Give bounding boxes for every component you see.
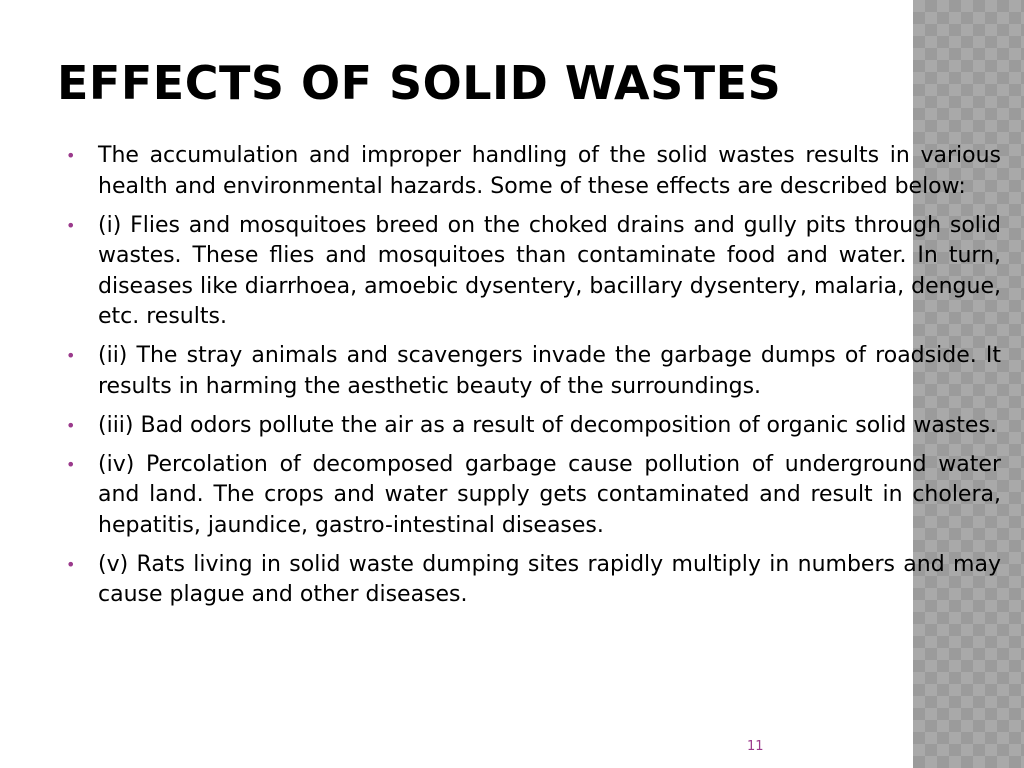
bullet-item: [66, 211, 1001, 333]
bullet-text: (ii) The stray animals and scavengers invade the garbage dumps of roadside. It results in harming the aesthetic beauty of the surroundings.: [98, 343, 1001, 399]
bullet-list: [66, 141, 1001, 619]
slide-title: EFFECTS OF SOLID WASTES: [57, 56, 782, 110]
bullet-text: (iii) Bad odors pollute the air as a result of decomposition of organic solid wastes.: [98, 412, 997, 438]
bullet-icon: •: [66, 415, 76, 435]
bullet-item: [66, 550, 1001, 611]
bullet-item: [66, 141, 1001, 202]
bullet-icon: •: [66, 215, 76, 235]
bullet-item: [66, 450, 1001, 542]
bullet-icon: •: [66, 346, 76, 365]
bullet-item: [66, 411, 1001, 442]
bullet-text: (v) Rats living in solid waste dumping sites rapidly multiply in numbers and may cause plague and other diseases.: [98, 551, 1001, 607]
bullet-icon: •: [66, 146, 76, 165]
bullet-icon: •: [66, 454, 76, 474]
bullet-item: [66, 341, 1001, 402]
page-number: 11: [747, 739, 764, 754]
bullet-text: (i) Flies and mosquitoes breed on the choked drains and gully pits through solid wastes. These flies and mosquitoes than contaminate food and water. In turn, diseases like diarrhoea, amoebic dysentery, bacillary dysentery, malaria, dengue, etc. results.: [98, 212, 1001, 329]
bullet-text: The accumulation and improper handling of the solid wastes results in various health and environmental hazards. Some of these effects are described below:: [98, 143, 1001, 199]
bullet-text: (iv) Percolation of decomposed garbage cause pollution of underground water and land. The crops and water supply gets contaminated and result in cholera, hepatitis, jaundice, gastro-intestinal diseases.: [98, 451, 1001, 538]
bullet-icon: •: [66, 554, 76, 574]
